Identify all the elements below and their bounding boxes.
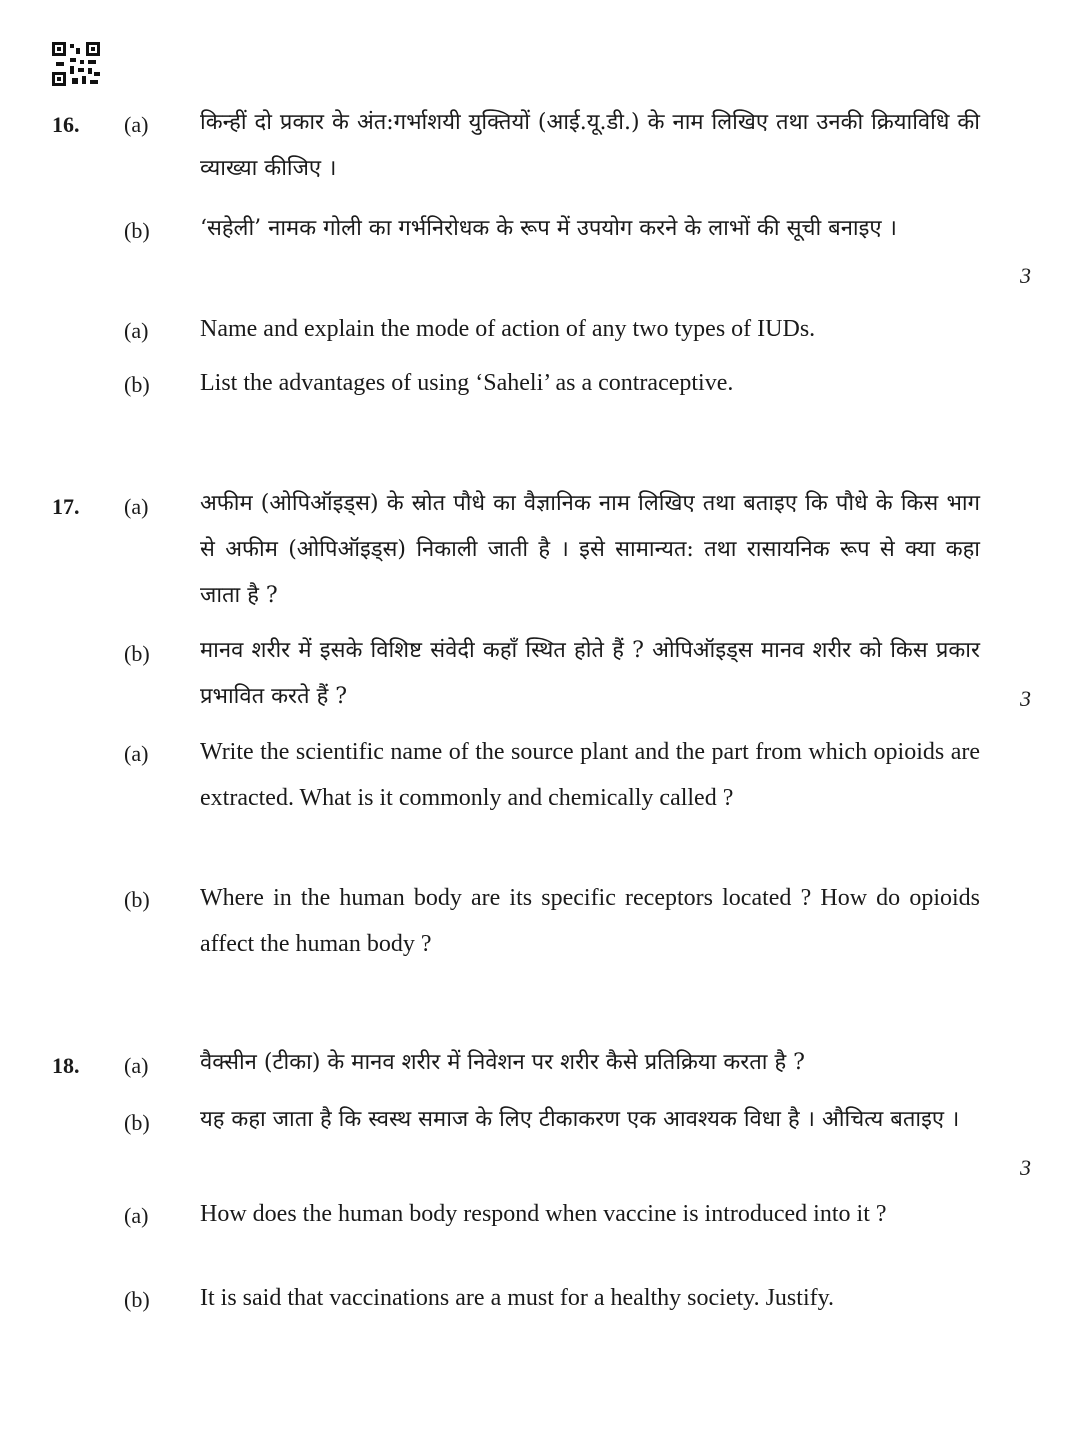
question-text-english: How does the human body respond when vaccine is introduced into it ? — [200, 1201, 887, 1227]
marks: 3 — [1020, 263, 1031, 288]
question-text-english: Write the scientific name of the source plant and the part from which opioids are extracted. What is it commonly and chemically called ? — [200, 739, 980, 811]
part-label: (a) — [124, 741, 149, 766]
question-text-english: List the advantages of using ‘Saheli’ as a contraceptive. — [200, 370, 734, 396]
part-label: (b) — [124, 1110, 150, 1135]
part-label: (b) — [124, 641, 150, 666]
part-label: (b) — [124, 372, 150, 397]
question-text-hindi: मानव शरीर में इसके विशिष्ट संवेदी कहाँ स्थित होते हैं ? ओपिऑइड्स मानव शरीर को किस प्रकार प्रभावित करते हैं ? — [200, 638, 980, 709]
part-label: (a) — [124, 318, 149, 343]
qr-code-icon — [52, 42, 100, 86]
question-text-hindi: वैक्सीन (टीका) के मानव शरीर में निवेशन पर शरीर कैसे प्रतिक्रिया करता है ? — [200, 1050, 805, 1075]
question-text-hindi: यह कहा जाता है कि स्वस्थ समाज के लिए टीकाकरण एक आवश्यक विधा है । औचित्य बताइए । — [200, 1107, 960, 1132]
part-label: (a) — [124, 494, 149, 519]
question-text-hindi: ‘सहेली’ नामक गोली का गर्भनिरोधक के रूप में उपयोग करने के लाभों की सूची बनाइए । — [200, 216, 897, 241]
part-label: (b) — [124, 218, 150, 243]
part-label: (b) — [124, 887, 150, 912]
question-number: 16. — [52, 112, 80, 137]
question-text-hindi: अफीम (ओपिऑइड्स) के स्रोत पौधे का वैज्ञानिक नाम लिखिए तथा बताइए कि पौधे के किस भाग से अफीम (ओपिऑइड्स) निकाली जाती है । इसे सामान्यत: तथा रासायनिक रूप से क्या कहा जाता है ? — [200, 491, 980, 608]
question-text-english: It is said that vaccinations are a must for a healthy society. Justify. — [200, 1285, 835, 1311]
question-text-hindi: किन्हीं दो प्रकार के अंत:गर्भाशयी युक्तियों (आई.यू.डी.) के नाम लिखिए तथा उनकी क्रियाविधि की व्याख्या कीजिए । — [200, 110, 980, 181]
question-number: 17. — [52, 494, 80, 519]
part-label: (a) — [124, 1203, 149, 1228]
question-number: 18. — [52, 1053, 80, 1078]
part-label: (a) — [124, 1053, 149, 1078]
marks: 3 — [1020, 1155, 1031, 1180]
part-label: (b) — [124, 1287, 150, 1312]
question-text-english: Where in the human body are its specific receptors located ? How do opioids affect the human body ? — [200, 885, 980, 957]
part-label: (a) — [124, 112, 149, 137]
question-text-english: Name and explain the mode of action of any two types of IUDs. — [200, 316, 816, 342]
marks: 3 — [1020, 686, 1031, 711]
